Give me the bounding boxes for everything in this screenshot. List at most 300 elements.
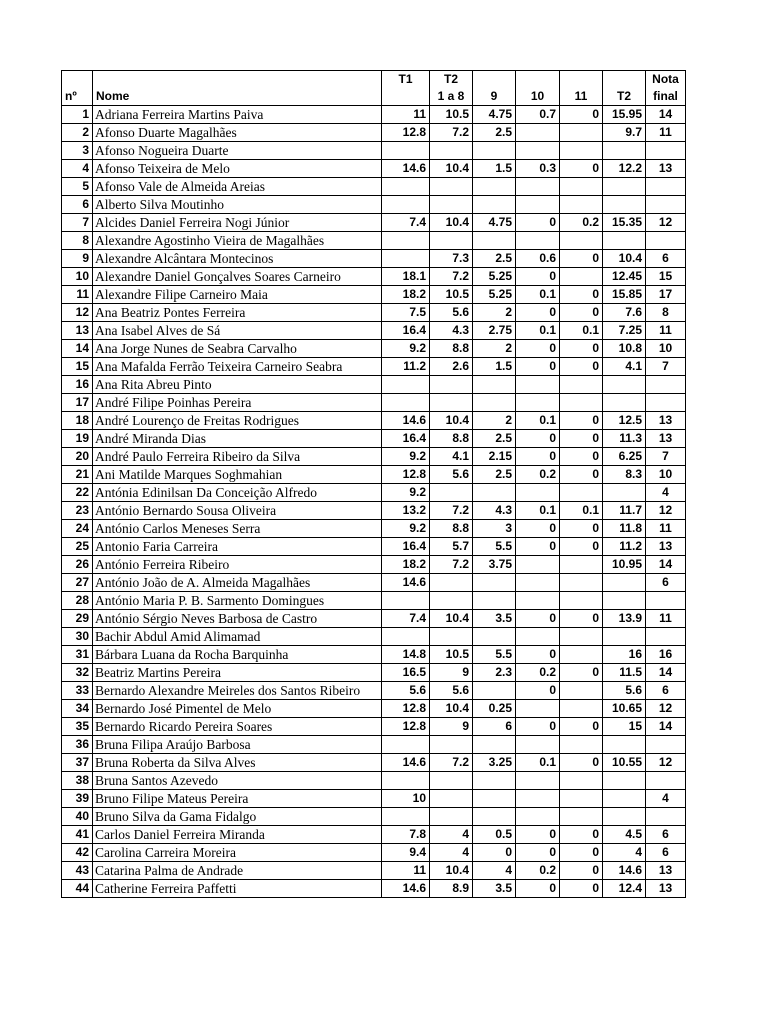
grade-9: 0.25 [473,700,516,718]
grade-final [646,376,686,394]
grade-9: 3 [473,520,516,538]
grade-11: 0 [560,466,603,484]
grade-final [646,142,686,160]
grade-t1: 9.2 [382,340,430,358]
grade-t2-total: 12.45 [603,268,646,286]
grade-10 [516,178,560,196]
table-row [62,178,686,196]
table-row [62,628,686,646]
student-name: António Maria P. B. Sarmento Domingues [93,592,382,610]
grade-9 [473,196,516,214]
student-name: Beatriz Martins Pereira [93,664,382,682]
grade-t2-total: 10.8 [603,340,646,358]
grade-11: 0.2 [560,214,603,232]
header-cell [516,71,560,89]
grade-t2-total [603,592,646,610]
grade-t2-1-8: 10.4 [430,700,473,718]
grade-t1: 14.8 [382,646,430,664]
grade-t1: 9.2 [382,484,430,502]
grade-10: 0 [516,826,560,844]
grade-t1 [382,736,430,754]
student-name: Afonso Vale de Almeida Areias [93,178,382,196]
grade-final: 13 [646,862,686,880]
grade-11: 0 [560,430,603,448]
student-name: António João de A. Almeida Magalhães [93,574,382,592]
student-number: 21 [62,466,93,484]
grade-10 [516,196,560,214]
grade-final: 12 [646,700,686,718]
grade-t1: 7.4 [382,610,430,628]
table-row [62,646,686,664]
grade-9: 4 [473,862,516,880]
grade-t2-1-8: 10.4 [430,160,473,178]
student-number: 43 [62,862,93,880]
student-number: 38 [62,772,93,790]
grade-t2-total: 12.2 [603,160,646,178]
student-name: Afonso Duarte Magalhães [93,124,382,142]
grade-t1: 18.1 [382,268,430,286]
grade-9: 0.5 [473,826,516,844]
grade-t2-total: 11.2 [603,538,646,556]
grade-t2-total [603,574,646,592]
header-nome: Nome [93,88,382,106]
grade-t1: 14.6 [382,574,430,592]
student-number: 42 [62,844,93,862]
student-name: Ana Isabel Alves de Sá [93,322,382,340]
table-row [62,556,686,574]
grade-10: 0 [516,538,560,556]
student-number: 37 [62,754,93,772]
grade-t2-1-8: 5.6 [430,466,473,484]
header-t2-range: 1 a 8 [430,88,473,106]
student-number: 40 [62,808,93,826]
student-name: André Paulo Ferreira Ribeiro da Silva [93,448,382,466]
grade-10: 0 [516,844,560,862]
grade-t2-total: 12.5 [603,412,646,430]
grade-t1 [382,808,430,826]
grade-t1: 13.2 [382,502,430,520]
grade-t2-1-8 [430,628,473,646]
student-number: 36 [62,736,93,754]
student-name: Bernardo Ricardo Pereira Soares [93,718,382,736]
grade-t2-1-8: 9 [430,718,473,736]
table-row [62,736,686,754]
student-name: António Sérgio Neves Barbosa de Castro [93,610,382,628]
grade-9: 5.5 [473,538,516,556]
grade-11 [560,646,603,664]
grade-final [646,628,686,646]
grade-9: 2 [473,412,516,430]
grade-t1: 14.6 [382,160,430,178]
grade-final: 4 [646,790,686,808]
table-row [62,862,686,880]
student-number: 23 [62,502,93,520]
student-name: Ana Mafalda Ferrão Teixeira Carneiro Seabra [93,358,382,376]
student-number: 39 [62,790,93,808]
grade-t2-total: 11.7 [603,502,646,520]
table-row [62,448,686,466]
grade-t1: 9.2 [382,448,430,466]
grade-t2-1-8: 5.7 [430,538,473,556]
student-number: 9 [62,250,93,268]
grade-t2-1-8 [430,574,473,592]
grade-t2-total: 6.25 [603,448,646,466]
grade-t2-1-8 [430,142,473,160]
header-t1: T1 [382,71,430,89]
grade-11 [560,232,603,250]
grade-final: 12 [646,754,686,772]
grade-9 [473,484,516,502]
grade-t2-total: 11.8 [603,520,646,538]
grade-10 [516,700,560,718]
grade-9 [473,772,516,790]
grade-t2-total [603,790,646,808]
grade-11: 0 [560,664,603,682]
grade-10: 0 [516,448,560,466]
grade-10: 0 [516,304,560,322]
grade-9: 2.5 [473,430,516,448]
student-name: Carolina Carreira Moreira [93,844,382,862]
student-name: Ana Beatriz Pontes Ferreira [93,304,382,322]
grade-10: 0 [516,520,560,538]
student-name: Catarina Palma de Andrade [93,862,382,880]
grade-final [646,196,686,214]
grade-11 [560,790,603,808]
grade-11: 0 [560,448,603,466]
grade-10: 0.2 [516,664,560,682]
student-name: Bernardo Alexandre Meireles dos Santos Ribeiro [93,682,382,700]
grade-t2-1-8: 5.6 [430,682,473,700]
student-name: Alexandre Daniel Gonçalves Soares Carneiro [93,268,382,286]
grade-9: 3.25 [473,754,516,772]
grade-t2-1-8: 4 [430,844,473,862]
grade-t1: 10 [382,790,430,808]
grade-10 [516,772,560,790]
grade-11: 0 [560,106,603,124]
table-row [62,502,686,520]
student-number: 11 [62,286,93,304]
grade-11 [560,736,603,754]
grade-t2-1-8: 4.1 [430,448,473,466]
grade-10: 0.1 [516,412,560,430]
student-name: Carlos Daniel Ferreira Miranda [93,826,382,844]
grade-10 [516,592,560,610]
table-row [62,844,686,862]
grade-t2-1-8: 10.4 [430,412,473,430]
grade-t1: 16.4 [382,538,430,556]
grade-t2-1-8 [430,196,473,214]
grade-11: 0 [560,160,603,178]
grade-t2-total: 4 [603,844,646,862]
student-number: 18 [62,412,93,430]
grade-t1: 16.5 [382,664,430,682]
grade-9: 1.5 [473,358,516,376]
student-name: Bruna Filipa Araújo Barbosa [93,736,382,754]
grade-t2-total: 15 [603,718,646,736]
grade-t2-1-8: 8.8 [430,430,473,448]
grade-t2-1-8: 7.2 [430,268,473,286]
grade-9 [473,394,516,412]
grade-t2-1-8 [430,394,473,412]
grade-t1: 7.4 [382,214,430,232]
grade-t2-1-8: 2.6 [430,358,473,376]
table-row [62,214,686,232]
table-row [62,682,686,700]
grade-t1 [382,376,430,394]
table-row [62,340,686,358]
grade-9: 2.15 [473,448,516,466]
grade-t2-total [603,196,646,214]
grade-9 [473,628,516,646]
grade-t2-1-8 [430,808,473,826]
grade-t2-total [603,376,646,394]
grade-final [646,736,686,754]
grade-10: 0.1 [516,502,560,520]
student-number: 6 [62,196,93,214]
grade-9: 2.5 [473,466,516,484]
grade-11 [560,700,603,718]
table-row [62,664,686,682]
grade-t2-1-8: 10.4 [430,610,473,628]
table-row [62,790,686,808]
table-row [62,106,686,124]
grade-final: 12 [646,214,686,232]
grade-final: 13 [646,538,686,556]
grade-11 [560,682,603,700]
table-row [62,754,686,772]
student-name: Bruna Roberta da Silva Alves [93,754,382,772]
grade-t1: 9.4 [382,844,430,862]
grade-11 [560,772,603,790]
student-number: 32 [62,664,93,682]
student-name: Antonio Faria Carreira [93,538,382,556]
grade-final: 13 [646,880,686,898]
header-row-1 [62,71,686,89]
student-name: Ana Rita Abreu Pinto [93,376,382,394]
grade-t2-total [603,178,646,196]
grade-t2-total: 4.5 [603,826,646,844]
student-name: António Bernardo Sousa Oliveira [93,502,382,520]
grade-t2-total: 10.55 [603,754,646,772]
table-row [62,430,686,448]
grade-9 [473,574,516,592]
table-row [62,520,686,538]
student-name: Afonso Teixeira de Melo [93,160,382,178]
grade-9: 3.5 [473,880,516,898]
grade-final: 6 [646,250,686,268]
grade-10 [516,394,560,412]
table-row [62,304,686,322]
grade-10 [516,556,560,574]
grade-final: 6 [646,844,686,862]
grade-final [646,808,686,826]
grade-t2-total [603,628,646,646]
grade-final: 14 [646,664,686,682]
student-number: 41 [62,826,93,844]
student-number: 15 [62,358,93,376]
student-name: André Lourenço de Freitas Rodrigues [93,412,382,430]
grade-t1: 14.6 [382,412,430,430]
grade-t1 [382,178,430,196]
grade-final: 10 [646,340,686,358]
grade-10 [516,808,560,826]
grade-10: 0.7 [516,106,560,124]
grade-9 [473,790,516,808]
student-number: 2 [62,124,93,142]
grade-t1: 11 [382,862,430,880]
grade-10 [516,142,560,160]
grade-10: 0 [516,610,560,628]
grade-10: 0 [516,340,560,358]
grade-final [646,178,686,196]
grade-t2-1-8 [430,484,473,502]
grade-11 [560,196,603,214]
student-number: 14 [62,340,93,358]
grade-11 [560,628,603,646]
grade-t2-1-8 [430,592,473,610]
grade-t2-total: 15.95 [603,106,646,124]
student-name: Alcides Daniel Ferreira Nogi Júnior [93,214,382,232]
table-row [62,124,686,142]
student-number: 7 [62,214,93,232]
grade-t2-1-8: 7.2 [430,124,473,142]
grade-t2-total: 10.65 [603,700,646,718]
grade-10: 0.6 [516,250,560,268]
grade-11 [560,556,603,574]
grade-11 [560,268,603,286]
student-number: 16 [62,376,93,394]
header-cell [62,71,93,89]
grade-t1 [382,772,430,790]
grade-t2-total: 10.4 [603,250,646,268]
grade-11: 0.1 [560,502,603,520]
student-number: 22 [62,484,93,502]
student-number: 35 [62,718,93,736]
grade-t1: 14.6 [382,880,430,898]
table-row [62,826,686,844]
grade-t1: 12.8 [382,718,430,736]
student-number: 25 [62,538,93,556]
grade-t1: 12.8 [382,700,430,718]
grade-final: 14 [646,556,686,574]
table-row [62,610,686,628]
grade-t2-total [603,736,646,754]
grade-9: 2.75 [473,322,516,340]
grade-11: 0 [560,538,603,556]
table-row [62,718,686,736]
grade-9 [473,682,516,700]
grade-11 [560,142,603,160]
grade-11: 0 [560,412,603,430]
student-number: 30 [62,628,93,646]
grade-t2-total: 11.5 [603,664,646,682]
student-name: Alexandre Alcântara Montecinos [93,250,382,268]
header-number: nº [62,88,93,106]
grade-t2-1-8: 7.2 [430,556,473,574]
grade-t1: 7.5 [382,304,430,322]
grade-9: 5.5 [473,646,516,664]
header-row-2 [62,88,686,106]
grade-final: 11 [646,124,686,142]
grade-11: 0 [560,880,603,898]
grade-t2-total: 16 [603,646,646,664]
grade-t1: 11.2 [382,358,430,376]
grade-final: 11 [646,610,686,628]
grade-11: 0.1 [560,322,603,340]
grade-t2-1-8: 4 [430,826,473,844]
grade-9 [473,736,516,754]
grade-t1 [382,250,430,268]
grade-10 [516,232,560,250]
grade-t1: 5.6 [382,682,430,700]
table-row [62,880,686,898]
student-name: Bruno Silva da Gama Fidalgo [93,808,382,826]
grade-final: 13 [646,412,686,430]
grade-11: 0 [560,826,603,844]
student-number: 24 [62,520,93,538]
header-10: 10 [516,88,560,106]
grade-9: 2.3 [473,664,516,682]
grade-9: 6 [473,718,516,736]
student-name: André Miranda Dias [93,430,382,448]
student-name: Alexandre Filipe Carneiro Maia [93,286,382,304]
grade-9: 4.75 [473,106,516,124]
grade-t2-total: 5.6 [603,682,646,700]
grade-t2-total: 7.25 [603,322,646,340]
table-row [62,358,686,376]
table-row [62,286,686,304]
table-row [62,592,686,610]
grade-9 [473,808,516,826]
grade-final: 6 [646,682,686,700]
header-9: 9 [473,88,516,106]
student-number: 27 [62,574,93,592]
student-number: 20 [62,448,93,466]
grade-9 [473,232,516,250]
table-row [62,196,686,214]
grade-t2-total: 15.35 [603,214,646,232]
grade-9: 2.5 [473,124,516,142]
grade-10 [516,628,560,646]
grade-11: 0 [560,754,603,772]
student-name: Bárbara Luana da Rocha Barquinha [93,646,382,664]
grades-table [61,70,686,898]
grade-final [646,592,686,610]
grade-t2-1-8 [430,790,473,808]
table-row [62,160,686,178]
grade-9: 3.5 [473,610,516,628]
grade-final: 12 [646,502,686,520]
grade-t2-total [603,772,646,790]
student-name: Alexandre Agostinho Vieira de Magalhães [93,232,382,250]
grade-t2-1-8 [430,736,473,754]
student-name: Ani Matilde Marques Soghmahian [93,466,382,484]
table-row [62,538,686,556]
grade-11: 0 [560,304,603,322]
grade-9 [473,178,516,196]
table-row [62,322,686,340]
grade-t1 [382,196,430,214]
student-number: 44 [62,880,93,898]
grade-t2-total: 15.85 [603,286,646,304]
grade-11: 0 [560,718,603,736]
table-row [62,484,686,502]
grade-10: 0 [516,358,560,376]
student-number: 28 [62,592,93,610]
grade-t2-1-8 [430,376,473,394]
grade-final: 14 [646,718,686,736]
grade-t2-1-8: 8.8 [430,520,473,538]
